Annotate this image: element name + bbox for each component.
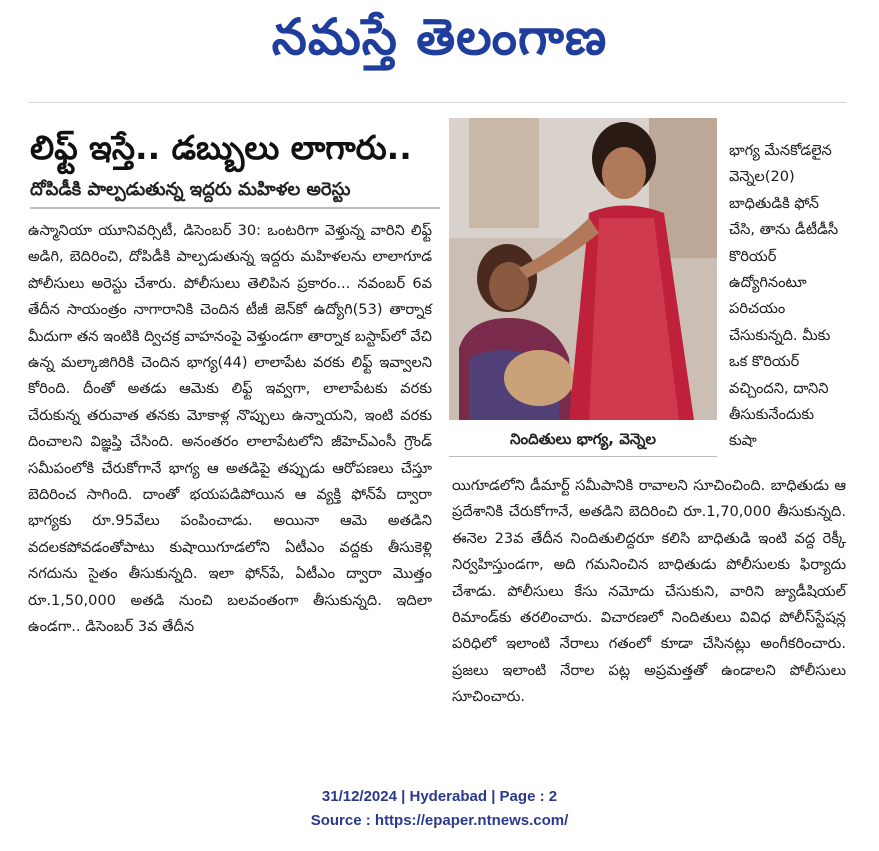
photo-illustration	[449, 118, 717, 420]
source-link[interactable]: Source : https://epaper.ntnews.com/	[310, 812, 569, 829]
article-paragraph-bottom: యిగూడలోని డీమార్ట్ సమీపానికి రావాలని సూచించింది. బాధితుడు ఆ ప్రదేశానికి చేరుకోగానే, అతడిని బెదిరించి రూ.1,70,000 తీసుకున్నది. ఈనెల 23వ తేదీన నిందితులిద్దరూ కలిసి బాధితుడి ఇంటి వద్ద రెక్కీ నిర్వహిస్తుండగా, అది గమనించిన బాధితుడు పోలీసులకు ఫిర్యాదు చేశాడు. పోలీసులు కేసు నమోదు చేసుకుని, వారిని జ్యుడీషియల్ రిమాండ్‌కు తరలించారు. విచారణలో నిందితులు వివిధ పోలీస్‌స్టేషన్ల పరిధిలో ఇలాంటి నేరాలు గతంలో కూడా చేసినట్లు అంగీకరించారు. ప్రజలు ఇలాంటి నేరాల పట్ల అప్రమత్తతో ఉండాలని పోలీసులు సూచించారు.	[452, 477, 846, 706]
header-divider	[28, 102, 846, 103]
article-body-narrow-column	[729, 138, 845, 455]
article-photo	[449, 118, 717, 420]
article-subheadline: దోపిడీకి పాల్పడుతున్న ఇద్దరు మహిళల అరెస్టు	[30, 177, 440, 209]
article-paragraph-narrow: భాగ్య మేనకోడలైన వెన్నెల(20) బాధితుడికి ఫోన్ చేసి, తాను డీటీడీసీ కొరియర్ ఉద్యోగినంటూ పరిచయం చేసుకున్నది. మీకు ఒక కొరియర్ వచ్చిందని, దానిని తీసుకునేందుకు కుషా	[729, 142, 839, 450]
newspaper-logo: నమస్తే తెలంగాణ	[271, 8, 608, 66]
article-body-bottom-column	[452, 473, 846, 711]
article-body-left-column	[28, 218, 432, 641]
photo-caption: నిందితులు భాగ్య, వెన్నెల	[449, 422, 717, 457]
masthead	[0, 0, 879, 78]
edition-info: 31/12/2024 | Hyderabad | Page : 2	[321, 788, 558, 805]
article-headline: లిఫ్ట్ ఇస్తే.. డబ్బులు లాగారు..	[30, 128, 412, 167]
article-paragraph-left: ఉస్మానియా యూనివర్సిటీ, డిసెంబర్ 30: ఒంటరిగా వెళ్తున్న వారిని లిఫ్ట్ అడిగి, బెదిరించి, దోపిడీకి పాల్పడుతున్న ఇద్దరు మహిళలను లాలాగూడ పోలీసులు అరెస్టు చేశారు. పోలీసులు తెలిపిన ప్రకారం... నవంబర్ 6వ తేదీన సాయంత్రం నాగారానికి చెందిన టీజీ జెన్‌కో ఉద్యోగి(53) తార్నాక మీదుగా తన ఇంటికి ద్విచక్ర వాహనంపై వెళ్తుండగా తార్నాక బస్టాప్‌లో వేచి ఉన్న మల్కాజిగిరికి చెందిన భాగ్య(44) లాలాపేట వరకు లిఫ్ట్ ఇవ్వాలని కోరింది. దీంతో అతడు ఆమెకు లిఫ్ట్ ఇవ్వగా, లాలాపేటకు వరకు చేరుకున్న తరువాత తనకు మోకాళ్ల నొప్పులు ఉన్నాయని, ఇంటి వరకు దించాలని విజ్ఞప్తి చేసింది. అనంతరం లాలాపేటలోని జీహెచ్‌ఎంసీ గ్రౌండ్ సమీపంలోకి చేరుకోగానే భాగ్య ఆ అతడిపై తప్పుడు ఆరోపణలు చేస్తూ బెదిరించ సాగింది. దాంతో భయపడిపోయిన ఆ వ్యక్తి ఫోన్‌పే ద్వారా భాగ్యకు రూ.95వేలు పంపించాడు. అయినా ఆమె అతడిని వదలకపోవడంతోపాటు కుషాయిగూడలోని ఏటీఎం వద్దకు తీసుకెళ్లి నగదును సైతం తీసుకున్నది. ఇలా ఫోన్‌పే, ఏటీఎం ద్వారా మొత్తం రూ.1,50,000 అతడి నుంచి బలవంతంగా తీసుకున్నది. ఇదిలా ఉండగా.. డిసెంబర్ 3వ తేదీన	[28, 222, 432, 636]
